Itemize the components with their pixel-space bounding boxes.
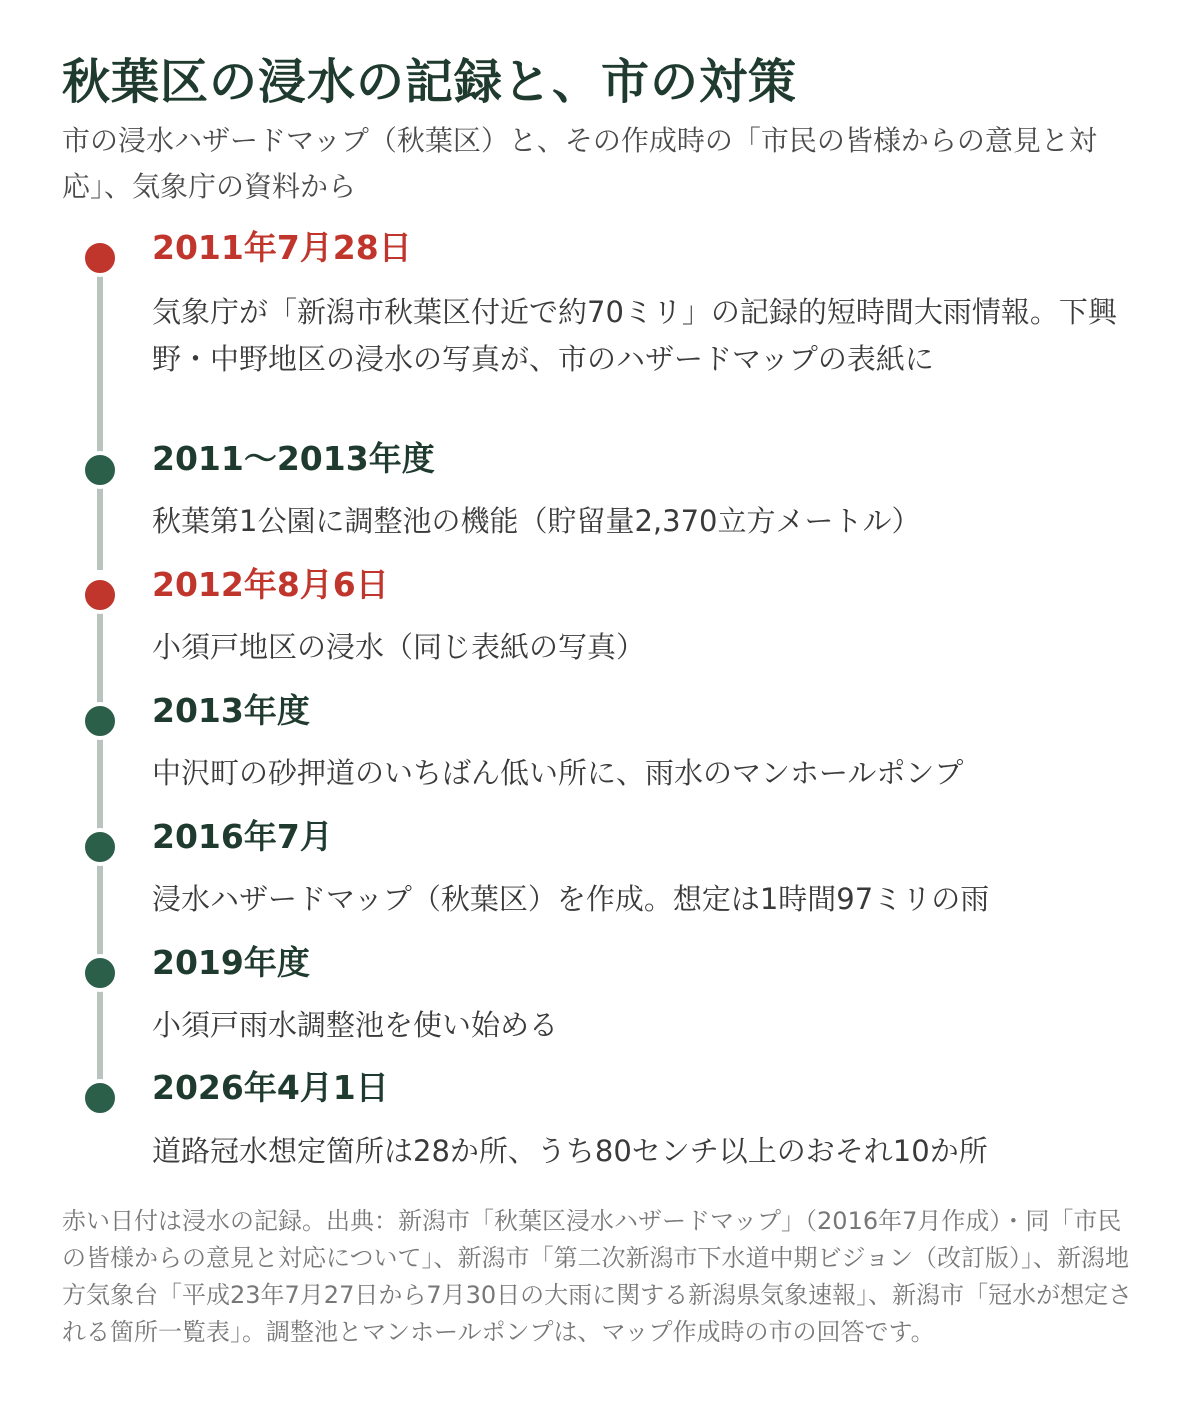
timeline-dot-measure bbox=[81, 702, 119, 740]
timeline-dot-measure bbox=[81, 828, 119, 866]
event-description: 道路冠水想定箇所は28か所、うち80センチ以上のおそれ10か所 bbox=[152, 1134, 988, 1168]
event-description: 中沢町の砂押道のいちばん低い所に、雨水のマンホールポンプ bbox=[152, 756, 964, 790]
event-description: 小須戸地区の浸水（同じ表紙の写真） bbox=[152, 630, 646, 664]
page-subtitle: 市の浸水ハザードマップ（秋葉区）と、その作成時の「市民の皆様からの意見と対応」、気象庁の資料から bbox=[62, 124, 1097, 203]
timeline-line bbox=[97, 486, 103, 570]
page-title: 秋葉区の浸水の記録と、市の対策 bbox=[62, 54, 798, 110]
event-date: 2012年8月6日 bbox=[152, 565, 389, 604]
event-description: 気象庁が「新潟市秋葉区付近で約70ミリ」の記録的短時間大雨情報。下興野・中野地区の浸水の写真が、市のハザードマップの表紙に bbox=[152, 295, 1117, 376]
timeline-line bbox=[97, 610, 103, 704]
timeline-dot-measure bbox=[81, 954, 119, 992]
event-date: 2016年7月 bbox=[152, 817, 333, 856]
timeline-dot-measure bbox=[81, 1079, 119, 1117]
event-date: 2011年7月28日 bbox=[152, 228, 412, 267]
timeline-dot-flood bbox=[81, 239, 119, 277]
timeline-line bbox=[97, 862, 103, 956]
timeline-line bbox=[97, 272, 103, 454]
event-description: 小須戸雨水調整池を使い始める bbox=[152, 1008, 559, 1042]
timeline-line bbox=[97, 736, 103, 830]
event-description: 浸水ハザードマップ（秋葉区）を作成。想定は1時間97ミリの雨 bbox=[152, 882, 990, 916]
event-date: 2019年度 bbox=[152, 943, 310, 982]
event-date: 2011〜2013年度 bbox=[152, 439, 435, 478]
event-date: 2013年度 bbox=[152, 691, 310, 730]
event-date: 2026年4月1日 bbox=[152, 1068, 389, 1107]
timeline-dot-measure bbox=[81, 451, 119, 489]
event-description: 秋葉第1公園に調整池の機能（貯留量2,370立方メートル） bbox=[152, 504, 921, 538]
timeline-dot-flood bbox=[81, 576, 119, 614]
source-note: 赤い日付は浸水の記録。出典：新潟市「秋葉区浸水ハザードマップ」（2016年7月作成）・同「市民の皆様からの意見と対応について」、新潟市「第二次新潟市下水道中期ビジョン（改訂版）」、新潟地方気象台「平成23年7月27日から7月30日の大雨に関する新潟県気象速報」、新潟市「冠水が想定される箇所一覧表」。調整池とマンホールポンプは、マップ作成時の市の回答です。 bbox=[62, 1207, 1133, 1346]
timeline-line bbox=[97, 988, 103, 1082]
